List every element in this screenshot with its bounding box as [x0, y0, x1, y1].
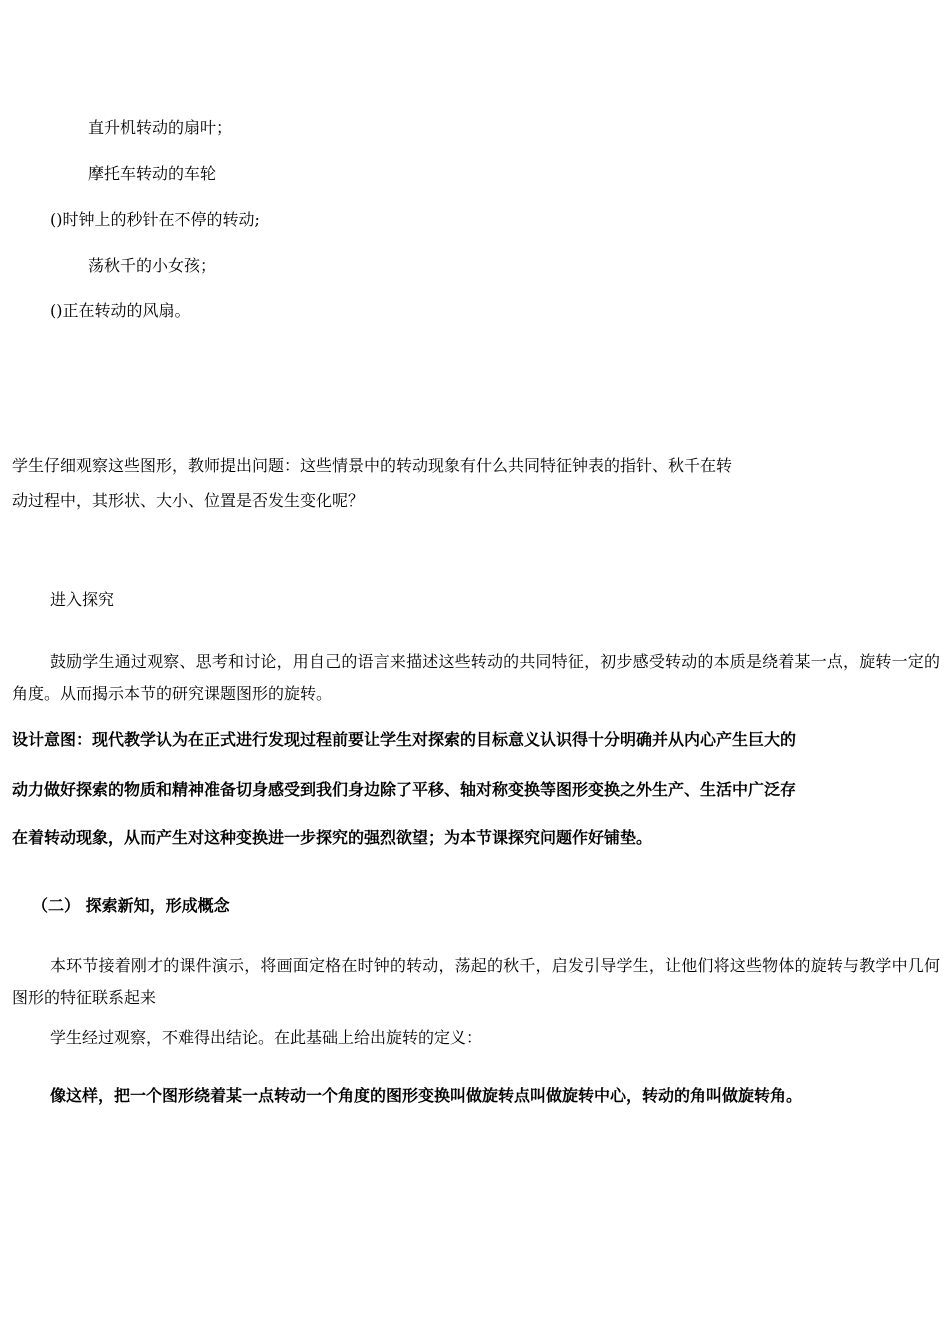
list-item-helicopter: 直升机转动的扇叶；: [88, 118, 233, 137]
question-line-1: 学生仔细观察这些图形，教师提出问题：这些情景中的转动现象有什么共同特征钟表的指针、秋千在转: [12, 456, 733, 475]
section-heading: （二） 探索新知，形成概念: [32, 896, 230, 915]
design-intent-line-2: 动力做好探索的物质和精神准备切身感受到我们身边除了平移、轴对称变换等图形变换之外生产、生活中广泛存: [12, 780, 797, 799]
list-item-motorcycle: 摩托车转动的车轮: [88, 164, 217, 183]
rotation-definition: 像这样，把一个图形绕着某一点转动一个角度的图形变换叫做旋转点叫做旋转中心，转动的角叫做旋转角。: [50, 1086, 803, 1105]
question-line-2: 动过程中，其形状、大小、位置是否发生变化呢？: [12, 491, 365, 510]
list-item-fan: ()正在转动的风扇。: [50, 301, 191, 320]
encourage-paragraph: 鼓励学生通过观察、思考和讨论，用自己的语言来描述这些转动的共同特征，初步感受转动的本质是绕着某一点，旋转一定的角度。从而揭示本节的研究课题图形的旋转。: [12, 652, 940, 703]
design-intent-line-3: 在着转动现象，从而产生对这种变换进一步探究的强烈欲望；为本节课探究问题作好铺垫。: [12, 828, 653, 847]
list-item-swing: 荡秋千的小女孩；: [88, 256, 217, 275]
enter-explore-heading: 进入探究: [50, 590, 115, 609]
observe-line: 学生经过观察，不难得出结论。在此基础上给出旋转的定义：: [50, 1028, 483, 1047]
design-intent-line-1: 设计意图：现代教学认为在正式进行发现过程前要让学生对探索的目标意义认识得十分明确并从内心产生巨大的: [12, 730, 797, 749]
section-paragraph: 本环节接着刚才的课件演示，将画面定格在时钟的转动，荡起的秋千，启发引导学生，让他们将这些物体的旋转与教学中几何图形的特征联系起来: [12, 956, 940, 1007]
list-item-clock: ()时钟上的秒针在不停的转动;: [50, 210, 260, 229]
